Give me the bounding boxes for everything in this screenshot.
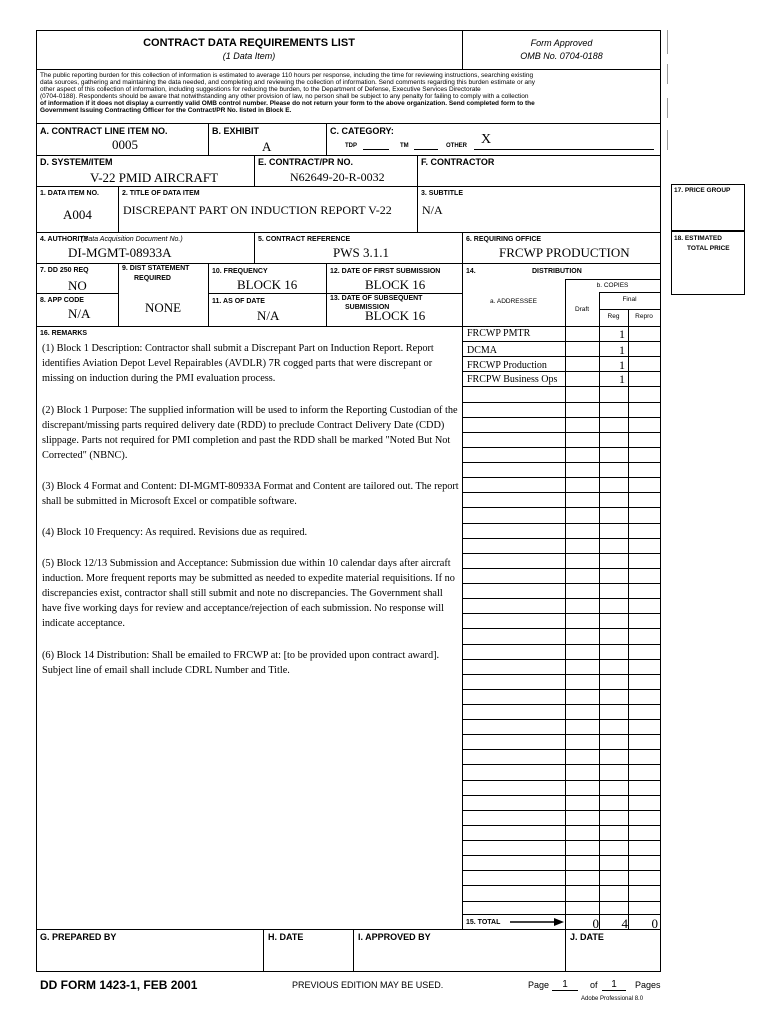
total-repro-value[interactable]: 0 (651, 916, 658, 931)
distribution-row-line (462, 795, 660, 796)
remarks-paragraph-1: (1) Block 1 Description: Contractor shall submit a Discrepant Part on Induction Report. Report identifies Aviation Depot Level Repairables (AVDLR) 7R cogged parts that were discrepant or missing on induction during the PMI evaluation process. (42, 343, 434, 384)
category-other-value[interactable]: X (481, 132, 492, 147)
block-e-label: E. CONTRACT/PR NO. (258, 157, 354, 167)
distribution-row-line (462, 507, 660, 508)
item-1-label: 1. DATA ITEM NO. (40, 190, 99, 197)
rule (462, 232, 463, 263)
block-g-label: G. PREPARED BY (40, 932, 117, 942)
tdp-blank[interactable] (363, 149, 389, 150)
rule (565, 279, 660, 280)
item-2-label: 2. TITLE OF DATA ITEM (122, 190, 200, 197)
distribution-row-line (462, 432, 660, 433)
burden-line: The public reporting burden for this collection of information is estimated to average 110 hours per response, including the time for reviewing instructions, searching existing (40, 72, 534, 79)
rule (462, 914, 660, 915)
header-divider (462, 30, 463, 69)
rule (599, 309, 660, 310)
distribution-row-line (462, 553, 660, 554)
item-13-label-2: SUBMISSION (345, 304, 390, 311)
copies-label: b. COPIES (596, 282, 629, 289)
category-tm-label: TM (400, 143, 409, 149)
app-code-value[interactable]: N/A (68, 306, 91, 321)
omb-number: OMB No. 0704-0188 (520, 51, 603, 61)
block-b-label: B. EXHIBIT (212, 126, 260, 136)
item-18-label-2: TOTAL PRICE (687, 245, 730, 252)
frequency-value[interactable]: BLOCK 16 (237, 277, 298, 292)
arrow-right-icon (510, 917, 564, 927)
rule (118, 186, 119, 232)
item-13-label: 13. DATE OF SUBSEQUENT (330, 295, 423, 302)
category-tdp-label: TDP (345, 143, 357, 149)
draft-label: Draft (574, 306, 590, 313)
of-label: of (590, 980, 598, 990)
rule (417, 155, 418, 186)
rule (462, 263, 463, 929)
margin-mark (667, 130, 668, 150)
distribution-row-line (462, 780, 660, 781)
dd250-value[interactable]: NO (68, 278, 87, 293)
distribution-row-line (462, 901, 660, 902)
item-16-label: 16. REMARKS (40, 330, 88, 337)
item-4-note: (Data Acquisition Document No.) (81, 236, 183, 243)
distribution-row-line (462, 492, 660, 493)
item-18-label: 18. ESTIMATED (674, 235, 722, 242)
pages-label: Pages (635, 980, 661, 990)
total-draft-value[interactable]: 0 (592, 916, 599, 931)
rule (599, 292, 600, 929)
category-other-label: OTHER (446, 143, 467, 149)
item-9-label: 9. DIST STATEMENT (122, 265, 190, 272)
page-label: Page (528, 980, 550, 990)
reg-count-row-3[interactable]: 1 (619, 358, 625, 372)
reg-count-row-1[interactable]: 1 (619, 327, 625, 341)
distribution-row-line (462, 477, 660, 478)
distribution-row-line (462, 840, 660, 841)
rule (599, 292, 660, 293)
rule (36, 263, 661, 264)
distribution-row-line (462, 749, 660, 750)
item-8-label: 8. APP CODE (40, 297, 84, 304)
distribution-row-line (462, 644, 660, 645)
addressee-label: a. ADDRESSEE (490, 298, 537, 305)
form-subtitle: (1 Data Item) (222, 51, 276, 61)
item-17-label: 17. PRICE GROUP (674, 187, 731, 194)
rule (36, 123, 661, 124)
as-of-date-value[interactable]: N/A (257, 308, 280, 323)
block-d-label: D. SYSTEM/ITEM (40, 157, 113, 167)
dist-statement-value[interactable]: NONE (145, 300, 182, 315)
rule (118, 263, 119, 326)
remarks-paragraph-5: (5) Block 12/13 Submission and Acceptance: Submission due within 10 calendar days after aircraft induction. More frequent reports may be submitted as needed to expedite material requisitions. If no discrepancies exist, contractor shall still submit and note no discrepancies. The Government shall have five working days for review and acceptance/rejection of each submission. No response will indicate acceptance. (42, 558, 455, 629)
requiring-office-value[interactable]: FRCWP PRODUCTION (499, 245, 630, 260)
first-submission-value[interactable]: BLOCK 16 (365, 277, 426, 292)
item-12-label: 12. DATE OF FIRST SUBMISSION (330, 268, 441, 275)
data-item-title-value[interactable]: DISCREPANT PART ON INDUCTION REPORT V-22 (123, 203, 392, 217)
contract-line-item-value[interactable]: 0005 (112, 137, 138, 152)
form-title: CONTRACT DATA REQUIREMENTS LIST (143, 37, 355, 49)
rule (565, 929, 566, 972)
reg-count-row-4[interactable]: 1 (619, 372, 625, 386)
item-5-label: 5. CONTRACT REFERENCE (258, 236, 351, 243)
margin-mark (667, 98, 668, 118)
distribution-row-line (462, 885, 660, 886)
remarks-paragraph-6: (6) Block 14 Distribution: Shall be emailed to FRCWP at: [to be provided upon contract award]. Subject line of email shall include CDRL Number and Title. (42, 650, 440, 676)
burden-statement (40, 72, 660, 114)
distribution-row-line (462, 538, 660, 539)
rule (565, 279, 566, 929)
addressee-row-3[interactable]: FRCWP Production (467, 360, 547, 371)
item-6-label: 6. REQUIRING OFFICE (466, 236, 542, 243)
contract-number-value[interactable]: N62649-20-R-0032 (290, 170, 385, 184)
burden-line: of information if it does not display a currently valid OMB control number. Please do not return your form to the above organization. Send completed form to the (40, 100, 535, 107)
distribution-row-line (462, 719, 660, 720)
header-rule (36, 69, 661, 70)
distribution-row-line (462, 734, 660, 735)
system-item-value[interactable]: V-22 PMID AIRCRAFT (90, 170, 219, 185)
total-reg-value[interactable]: 4 (621, 916, 628, 931)
distribution-row-line (462, 628, 660, 629)
burden-line: (0704-0188). Respondents should be aware that notwithstanding any other provision of law, no person shall be subject to any penalty for failing to comply with a collection (40, 93, 529, 100)
distribution-row-line (462, 583, 660, 584)
block-c-label: C. CATEGORY: (330, 126, 394, 136)
distribution-row-line (462, 674, 660, 675)
tm-blank[interactable] (414, 149, 438, 150)
rule (263, 929, 264, 972)
rule (208, 293, 462, 294)
form-number: DD FORM 1423-1, FEB 2001 (40, 978, 198, 992)
item-7-label: 7. DD 250 REQ (40, 267, 89, 274)
rule (36, 232, 661, 233)
page-number: 1 (552, 979, 578, 991)
distribution-row-line (462, 523, 660, 524)
burden-line: other aspect of this collection of information, including suggestions for reducing the burden, to the Department of Defense, Executive Services Directorate (40, 86, 481, 93)
distribution-row-line (462, 764, 660, 765)
distribution-row-line (462, 659, 660, 660)
rule (326, 263, 327, 326)
remarks-paragraph-3: (3) Block 4 Format and Content: DI-MGMT-80933A Format and Content are tailored out. The report shall be submitted in Microsoft Excel or compatible software. (42, 481, 459, 507)
distribution-row-line (462, 855, 660, 856)
rule (417, 186, 418, 232)
rule (326, 123, 327, 155)
rule (254, 155, 255, 186)
distribution-row-line (462, 810, 660, 811)
block-f-label: F. CONTRACTOR (421, 157, 495, 167)
item-10-label: 10. FREQUENCY (212, 268, 268, 275)
reg-label: Reg (607, 313, 620, 320)
form-approved: Form Approved (530, 38, 593, 48)
contract-reference-value[interactable]: PWS 3.1.1 (333, 245, 389, 260)
remarks-paragraph-4: (4) Block 10 Frequency: As required. Revisions due as required. (42, 527, 308, 538)
total-pages: 1 (602, 979, 626, 991)
distribution-row-line (462, 704, 660, 705)
rule (36, 929, 661, 930)
distribution-row-line (462, 568, 660, 569)
rule (36, 186, 661, 187)
burden-line: Government Issuing Contracting Officer for the Contract/PR No. listed in Block E. (40, 107, 292, 114)
rule (353, 929, 354, 972)
block-i-label: I. APPROVED BY (358, 932, 431, 942)
item-9-label-2: REQUIRED (134, 275, 171, 282)
reg-count-row-2[interactable]: 1 (619, 343, 625, 357)
data-item-number-value[interactable]: A004 (63, 207, 92, 222)
repro-label: Repro (635, 313, 653, 320)
rule (36, 326, 462, 327)
distribution-row-line (462, 462, 660, 463)
rule (208, 263, 209, 326)
previous-edition-note: PREVIOUS EDITION MAY BE USED. (292, 980, 444, 990)
block-j-label: J. DATE (570, 932, 604, 942)
distribution-row-line (462, 825, 660, 826)
item-3-label: 3. SUBTITLE (421, 190, 464, 197)
distribution-row-line (462, 402, 660, 403)
distribution-row-line (462, 447, 660, 448)
margin-mark (667, 30, 668, 54)
addressee-row-1[interactable]: FRCWP PMTR (467, 328, 531, 339)
margin-mark (667, 64, 668, 84)
distribution-row-line (462, 613, 660, 614)
subtitle-value[interactable]: N/A (422, 203, 443, 217)
block-h-label: H. DATE (268, 932, 304, 942)
burden-line: data sources, gathering and maintaining the data needed, and completing and reviewing the collection of information. Send comments regarding this burden estimate or any (40, 79, 536, 86)
distribution-row-line (462, 870, 660, 871)
block-a-label: A. CONTRACT LINE ITEM NO. (40, 126, 168, 136)
distribution-title: DISTRIBUTION (532, 268, 582, 275)
authority-value[interactable]: DI-MGMT-08933A (68, 245, 172, 260)
remarks-paragraph-2: (2) Block 1 Purpose: The supplied information will be used to inform the Reporting Custodian of the discrepant/missing parts required delivery date (RDD) to preclude Contract Delivery Date (CDD) slippage. Parts not required for PMI completion and past the RDD shall be marked "Noted But Not Corrected" (NBNC). (42, 405, 458, 461)
distribution-row-line (462, 689, 660, 690)
final-label: Final (622, 296, 637, 303)
addressee-row-4[interactable]: FRCPW Business Ops (467, 374, 558, 385)
item-11-label: 11. AS OF DATE (212, 298, 265, 305)
rule (36, 155, 661, 156)
rule (208, 123, 209, 155)
software-note: Adobe Professional 8.0 (581, 996, 644, 1002)
subsequent-submission-value[interactable]: BLOCK 16 (365, 308, 426, 323)
rule (254, 232, 255, 263)
item-4-label: 4. AUTHORITY (40, 236, 89, 243)
distribution-row-line (462, 417, 660, 418)
addressee-row-2[interactable]: DCMA (467, 345, 498, 356)
other-blank[interactable] (474, 149, 654, 150)
item-15-label: 15. TOTAL (466, 919, 501, 926)
exhibit-value[interactable]: A (262, 139, 272, 154)
item-14-label: 14. (466, 268, 476, 275)
distribution-row-line (462, 598, 660, 599)
